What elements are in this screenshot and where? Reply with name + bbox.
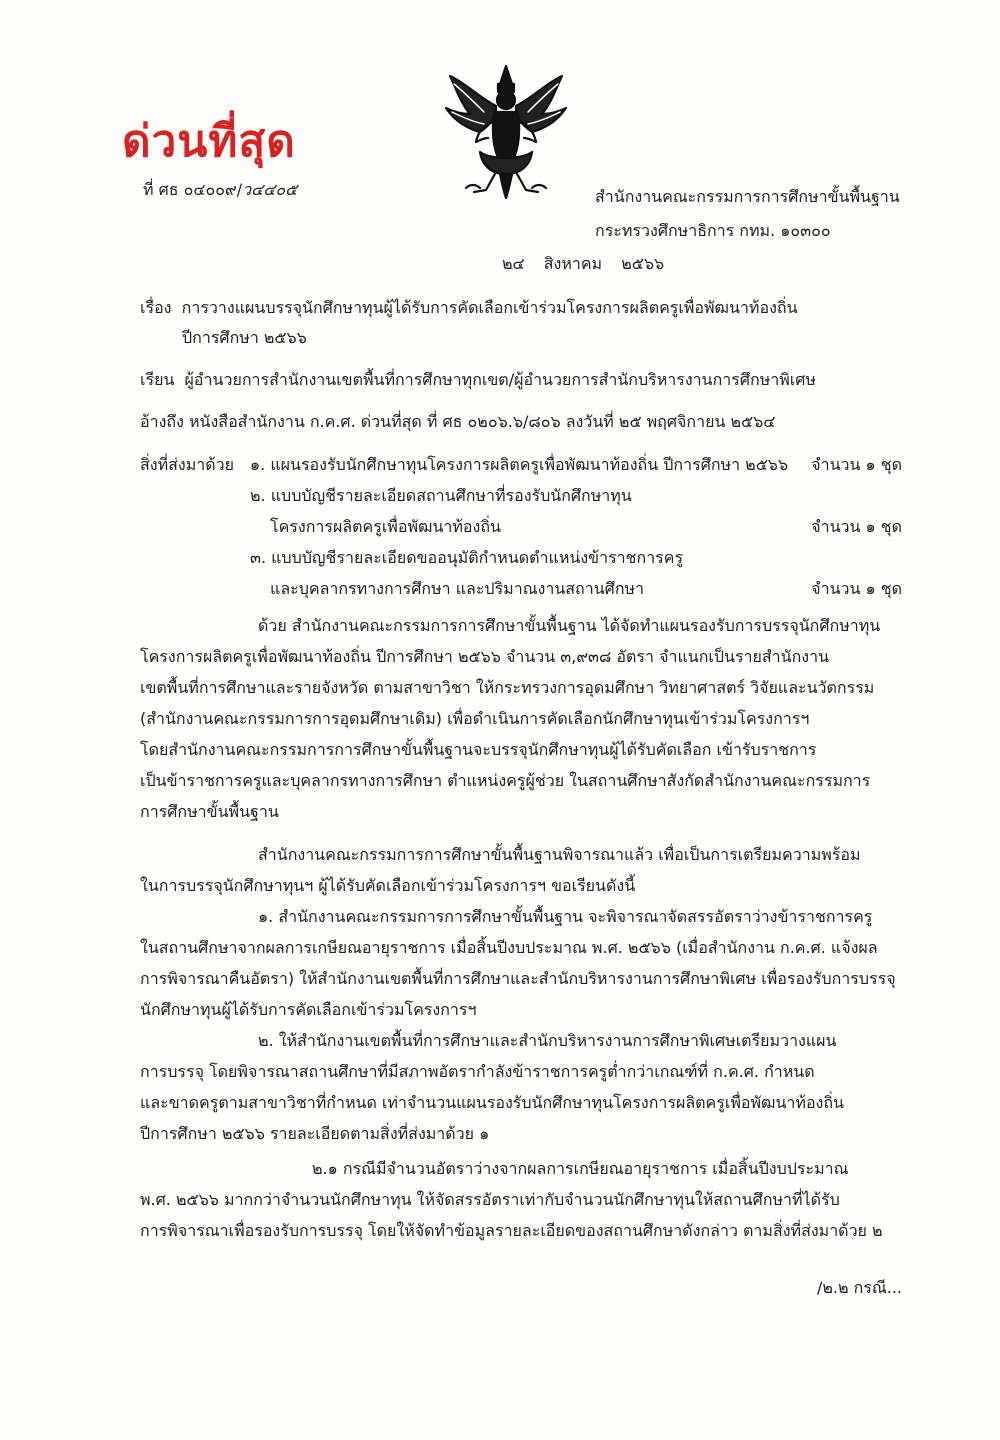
subject-line-2: ปีการศึกษา ๒๕๖๖ xyxy=(182,328,307,347)
body-para1-line2: โครงการผลิตครูเพื่อพัฒนาท้องถิ่น ปีการศึกษา ๒๕๖๖ จำนวน ๓,๙๓๘ อัตรา จำแนกเป็นรายสำนักงาน xyxy=(140,647,829,666)
urgency-stamp: ด่วนที่สุด xyxy=(122,116,296,167)
document-number-prefix: ที่ ศธ ๐๔๐๐๙/ xyxy=(143,180,243,199)
body-para3-line1: ๑. สำนักงานคณะกรรมการการศึกษาขั้นพื้นฐาน จะพิจารณาจัดสรรอัตราว่างข้าราชการครู xyxy=(258,907,873,926)
office-name: สำนักงานคณะกรรมการการศึกษาขั้นพื้นฐาน xyxy=(595,187,900,206)
document-number-handwritten: ว๔๔๐๕ xyxy=(242,180,298,199)
body-para1-line7: การศึกษาขั้นพื้นฐาน xyxy=(140,802,279,821)
body-para1-line4: (สำนักงานคณะกรรมการการอุดมศึกษาเดิม) เพื่อดำเนินการคัดเลือกนักศึกษาทุนเข้าร่วมโครงการฯ xyxy=(140,709,810,728)
addressee-label: เรียน xyxy=(140,370,175,389)
addressee-text: ผู้อำนวยการสำนักงานเขตพื้นที่การศึกษาทุกเขต/ผู้อำนวยการสำนักบริหารงานการศึกษาพิเศษ xyxy=(184,370,816,389)
body-para3-line2: ในสถานศึกษาจากผลการเกษียณอายุราชการ เมื่อสิ้นปีงบประมาณ พ.ศ. ๒๕๖๖ (เมื่อสำนักงาน ก.ค.ศ. แจ้งผล xyxy=(140,938,878,957)
body-para1-line1: ด้วย สำนักงานคณะกรรมการการศึกษาขั้นพื้นฐาน ได้จัดทำแผนรองรับการบรรจุนักศึกษาทุน xyxy=(258,616,881,635)
enclosure-item-3: ๓. แบบบัญชีรายละเอียดขออนุมัติกำหนดตำแหน่งข้าราชการครู xyxy=(250,548,684,567)
enclosure-item-1: ๑. แผนรองรับนักศึกษาทุนโครงการผลิตครูเพื่อพัฒนาท้องถิ่น ปีการศึกษา ๒๕๖๖ xyxy=(250,455,789,474)
enclosure-item-3-qty: จำนวน ๑ ชุด xyxy=(811,579,902,598)
document-number xyxy=(143,178,297,203)
enclosure-item-3-cont: และบุคลากรทางการศึกษา และปริมาณงานสถานศึกษา xyxy=(270,579,645,598)
subject-line xyxy=(140,296,798,321)
letter-date: ๒๔ สิงหาคม ๒๕๖๖ xyxy=(502,254,665,273)
enclosure-item-1-qty: จำนวน ๑ ชุด xyxy=(811,455,902,474)
subject-label: เรื่อง xyxy=(140,298,172,317)
enclosure-label: สิ่งที่ส่งมาด้วย xyxy=(140,455,234,474)
body-para1-line5: โดยสำนักงานคณะกรรมการการศึกษาขั้นพื้นฐานจะบรรจุนักศึกษาทุนผู้ได้รับคัดเลือก เข้ารับราชการ xyxy=(140,740,817,759)
reference-line xyxy=(140,410,775,435)
body-para4-line2: การบรรจุ โดยพิจารณาสถานศึกษาที่มีสภาพอัตรากำลังข้าราชการครูต่ำกว่าเกณฑ์ที่ ก.ค.ศ. กำหนด xyxy=(140,1062,815,1081)
body-para1-line3: เขตพื้นที่การศึกษาและรายจังหวัด ตามสาขาวิชา ให้กระทรวงการอุดมศึกษา วิทยาศาสตร์ วิจัยและนวัตกรรม xyxy=(140,678,875,697)
office-address: กระทรวงศึกษาธิการ กทม. ๑๐๓๐๐ xyxy=(595,221,831,240)
body-para4-line3: และขาดครูตามสาขาวิชาที่กำหนด เท่าจำนวนแผนรองรับนักศึกษาทุนโครงการผลิตครูเพื่อพัฒนาท้องถิ่น xyxy=(140,1093,844,1112)
addressee-line xyxy=(140,368,816,393)
body-para1-line6: เป็นข้าราชการครูและบุคลากรทางการศึกษา ตำแหน่งครูผู้ช่วย ในสถานศึกษาสังกัดสำนักงานคณะกรรมการ xyxy=(140,771,871,790)
garuda-emblem-icon xyxy=(440,62,572,200)
subject-text: การวางแผนบรรจุนักศึกษาทุนผู้ได้รับการคัดเลือกเข้าร่วมโครงการผลิตครูเพื่อพัฒนาท้องถิ่น xyxy=(181,298,798,317)
body-para5-line2: พ.ศ. ๒๕๖๖ มากกว่าจำนวนนักศึกษาทุน ให้จัดสรรอัตราเท่ากับจำนวนนักศึกษาทุนให้สถานศึกษาที่ได้รับ xyxy=(140,1190,840,1209)
continuation-marker: /๒.๒ กรณี... xyxy=(816,1278,902,1297)
body-para2-line2: ในการบรรจุนักศึกษาทุนฯ ผู้ได้รับคัดเลือกเข้าร่วมโครงการฯ ขอเรียนดังนี้ xyxy=(140,876,636,895)
body-para4-line1: ๒. ให้สำนักงานเขตพื้นที่การศึกษาและสำนักบริหารงานการศึกษาพิเศษเตรียมวางแผน xyxy=(258,1031,837,1050)
body-para5-line1: ๒.๑ กรณีมีจำนวนอัตราว่างจากผลการเกษียณอายุราชการ เมื่อสิ้นปีงบประมาณ xyxy=(312,1159,849,1178)
reference-text: หนังสือสำนักงาน ก.ค.ศ. ด่วนที่สุด ที่ ศธ ๐๒๐๖.๖/๘๐๖ ลงวันที่ ๒๕ พฤศจิกายน ๒๕๖๔ xyxy=(189,412,776,431)
enclosure-item-2: ๒. แบบบัญชีรายละเอียดสถานศึกษาที่รองรับนักศึกษาทุน xyxy=(250,486,632,505)
body-para3-line4: นักศึกษาทุนผู้ได้รับการคัดเลือกเข้าร่วมโครงการฯ xyxy=(140,1000,477,1019)
reference-label: อ้างถึง xyxy=(140,412,184,431)
enclosure-item-2-cont: โครงการผลิตครูเพื่อพัฒนาท้องถิ่น xyxy=(270,517,501,536)
issuing-office xyxy=(595,180,900,248)
enclosure-item-2-qty: จำนวน ๑ ชุด xyxy=(811,517,902,536)
body-para5-line3: การพิจารณาเพื่อรองรับการบรรจุ โดยให้จัดทำข้อมูลรายละเอียดของสถานศึกษาดังกล่าว ตามสิ่งที่ส่งมาด้วย ๒ xyxy=(140,1221,883,1240)
body-para4-line4: ปีการศึกษา ๒๕๖๖ รายละเอียดตามสิ่งที่ส่งมาด้วย ๑ xyxy=(140,1124,490,1143)
body-para2-line1: สำนักงานคณะกรรมการการศึกษาขั้นพื้นฐานพิจารณาแล้ว เพื่อเป็นการเตรียมความพร้อม xyxy=(258,845,861,864)
body-para3-line3: การพิจารณาคืนอัตรา) ให้สำนักงานเขตพื้นที่การศึกษาและสำนักบริหารงานการศึกษาพิเศษ เพื่อรองรับการบรรจุ xyxy=(140,969,896,988)
